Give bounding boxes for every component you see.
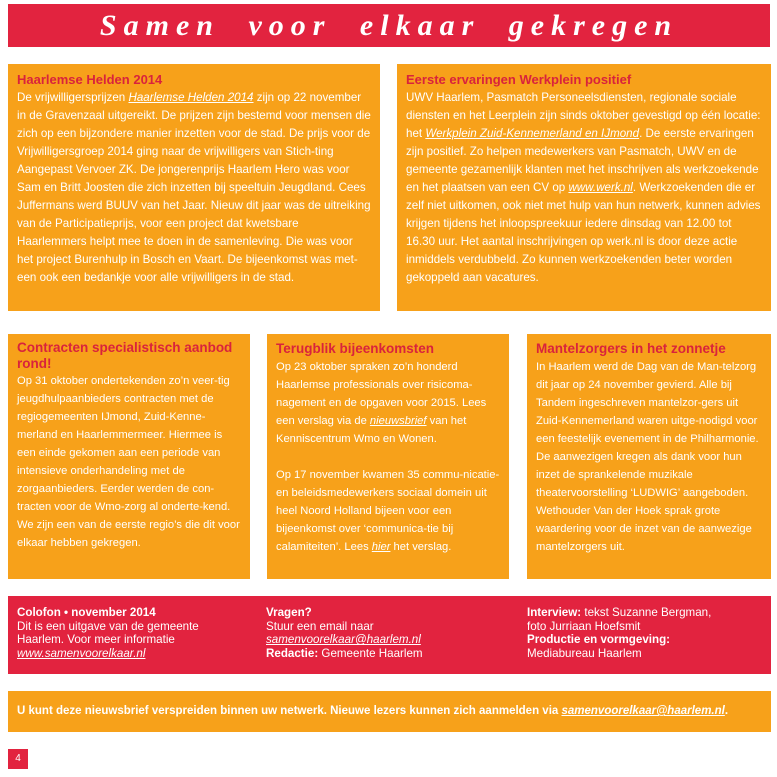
page-number: 4 xyxy=(8,749,28,769)
article-body: In Haarlem werd de Dag van de Man-telzorg dit jaar op 24 november gevierd. Alle bij Tandem ingeschreven mantelzor-gers uit Zuid-Kennemerland waren uitge-nodigd voor een feestelijk evenement in de Philharmonie. De aanwezigen kregen als dank voor hun inzet de sprankelende muzikale theatervoorstelling ‘LUDWIG’ aangeboden. Wethouder Van der Hoek sprak grote waardering voor de inzet van de aanwezige mantelzorgers uit. xyxy=(536,361,759,553)
footer-banner: U kunt deze nieuwsbrief verspreiden binnen uw netwerk. Nieuwe lezers kunnen zich aanmelden via samenvoorelkaar@haarlem.nl. xyxy=(8,691,771,732)
article-paragraph-1: Op 23 oktober spraken zo’n honderd Haarlemse professionals over risicoma-nagement en de opgaven voor 2015. Lees een verslag via de nieuwsbrief van het Kenniscentrum Wmo en Wonen. xyxy=(276,361,487,445)
article-haarlemse-helden xyxy=(8,64,380,311)
colofon-column: Colofon • november 2014 Dit is een uitgave van de gemeente Haarlem. Voor meer informatie www.samenvoorelkaar.nl xyxy=(17,606,199,660)
article-werkplein xyxy=(397,64,771,311)
vragen-column: Vragen? Stuur een email naar samenvoorelkaar@haarlem.nl Redactie: Gemeente Haarlem xyxy=(266,606,423,660)
article-title: Mantelzorgers in het zonnetje xyxy=(536,341,726,356)
article-paragraph-2: Op 17 november kwamen 35 commu-nicatie- en beleidsmedewerkers sociaal domein uit heel Noord Holland bijeen voor een bijeenkomst over ‘communica-tie bij calamiteiten’. Lees hier het verslag. xyxy=(276,469,500,553)
werkplein-link[interactable]: Werkplein Zuid-Kennemerland en IJmond xyxy=(425,127,640,140)
footer-email-link[interactable]: samenvoorelkaar@haarlem.nl xyxy=(561,705,725,717)
article-terugblik xyxy=(267,334,509,579)
article-body: De vrijwilligersprijzen Haarlemse Helden 2014 zijn op 22 november in de Gravenzaal uitgereikt. De prijzen zijn bestemd voor mensen die zich op een bijzondere manier inzetten voor de stad. De prijs voor de Vrijwilligersgroep 2014 ging naar de vrijwilligers van Stich-ting Aangepast Vervoer ZK. De jongerenprijs Haarlem Hero was voor Sam en Britt Joosten die zich inzetten bij speeltuin Jeugdland. Cees Juffermans werd BUUV van het Jaar. Nieuw dit jaar was de uitreiking van de Participatieprijs, voor een project dat kwetsbare Haarlemmers helpt mee te doen in de samenleving. Die was voor het project Burenhulp in Bosch en Vaart. De bijeenkomst was met-een ook een bedankje voor alle vrijwilligers in de stad. xyxy=(17,91,371,284)
haarlemse-helden-link[interactable]: Haarlemse Helden 2014 xyxy=(128,91,254,104)
colofon-panel xyxy=(8,596,771,674)
werk-nl-link[interactable]: www.werk.nl xyxy=(568,181,633,194)
article-title: Eerste ervaringen Werkplein positief xyxy=(406,72,632,87)
nieuwsbrief-link[interactable]: nieuwsbrief xyxy=(369,415,427,427)
article-body: Op 31 oktober ondertekenden zo’n veer-tig jeugdhulpaanbieders contracten met de regiogemeenten IJmond, Zuid-Kenne-merland en Haarlemmermeer. Hiermee is een einde gekomen aan een periode van intensieve onderhandeling met de zorgaanbieders. Eerder werden de con-tracten voor de Wmo-zorg al onderte-kend. We zijn een van de eerste regio’s die dit voor elkaar hebben gekregen. xyxy=(17,375,240,549)
article-title: Contracten specialistisch aanbod rond! xyxy=(17,340,233,371)
verslag-hier-link[interactable]: hier xyxy=(371,541,391,553)
website-link[interactable]: www.samenvoorelkaar.nl xyxy=(17,646,146,660)
page-banner-title: Samen voor elkaar gekregen xyxy=(8,4,770,47)
article-mantelzorgers xyxy=(527,334,771,579)
credits-column: Interview: tekst Suzanne Bergman, foto Jurriaan Hoefsmit Productie en vormgeving: Mediabureau Haarlem xyxy=(527,606,712,660)
article-title: Haarlemse Helden 2014 xyxy=(17,72,163,87)
article-contracten xyxy=(8,334,250,579)
article-title: Terugblik bijeenkomsten xyxy=(276,341,435,356)
article-body: UWV Haarlem, Pasmatch Personeelsdiensten, regionale sociale diensten en het Leerplein zijn sinds oktober gevestigd op één locatie: het Werkplein Zuid-Kennemerland en IJmond. De eerste ervaringen zijn positief. Zo helpen medewerkers van Pasmatch, UWV en de gemeente gezamenlijk klanten met het inschrijven als werkzoekende en het plaatsen van een CV op www.werk.nl. Werkzoekenden die er zelf niet uitkomen, ook niet met hulp van hun netwerk, kunnen advies krijgen tijdens het inloopspreekuur iedere dinsdag van 12.00 tot 16.30 uur. Het aantal inschrijvingen op werk.nl is door deze actie inmiddels verdubbeld. Zo kunnen werkzoekenden beter worden gekoppeld aan vacatures. xyxy=(406,91,761,284)
email-link[interactable]: samenvoorelkaar@haarlem.nl xyxy=(266,633,421,647)
